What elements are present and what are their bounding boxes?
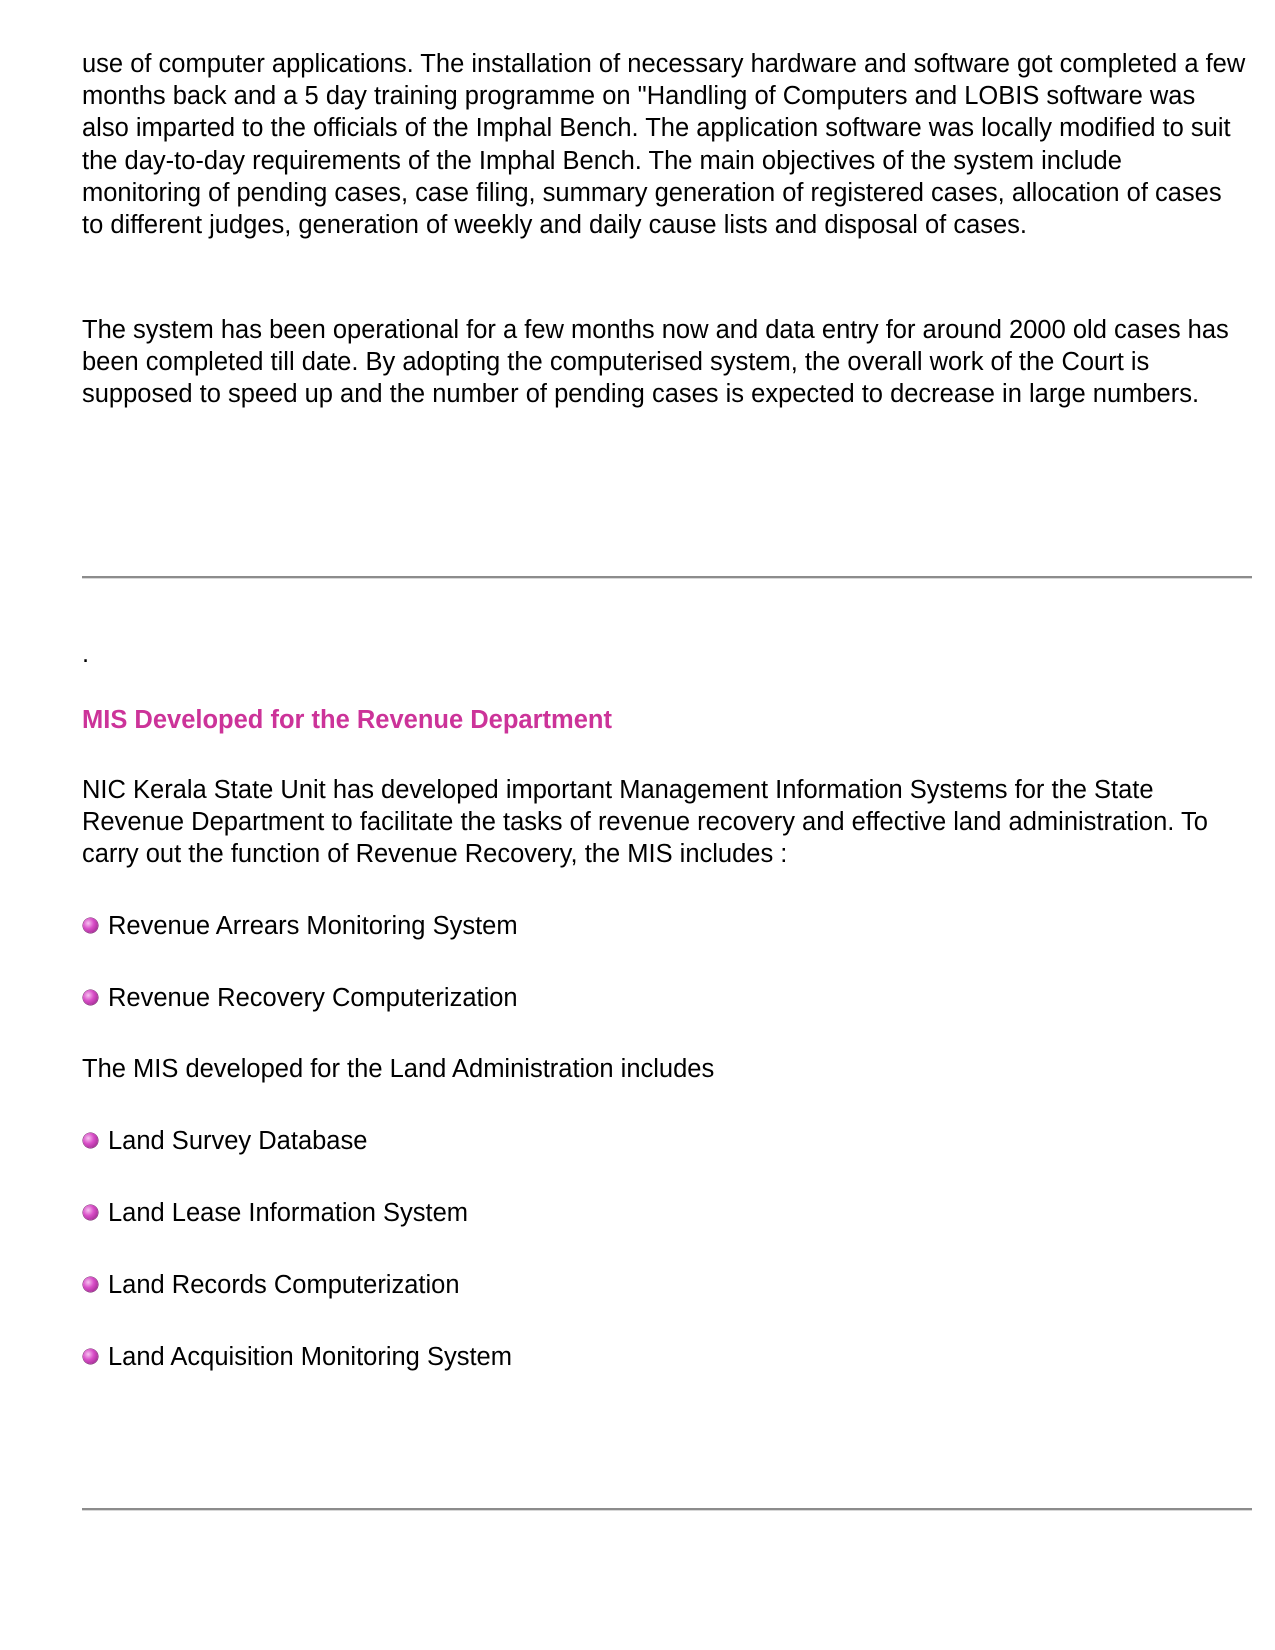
list-item-label: Land Survey Database bbox=[108, 1127, 368, 1155]
list-item-label: Revenue Arrears Monitoring System bbox=[108, 912, 518, 940]
land-admin-intro: The MIS developed for the Land Administration includes bbox=[82, 1055, 715, 1083]
bullet-icon bbox=[83, 918, 98, 933]
bullet-icon bbox=[83, 1277, 98, 1292]
list-item bbox=[82, 1197, 512, 1229]
list-item bbox=[82, 1269, 512, 1301]
bullet-icon bbox=[83, 1205, 98, 1220]
horizontal-rule bbox=[82, 576, 1252, 579]
body-paragraph-operational: The system has been operational for a few months now and data entry for around 2000 old cases has been completed till date. By adopting the computerised system, the overall work of the Court is supposed to speed up and the number of pending cases is expected to decrease in large numbers. bbox=[82, 316, 1229, 409]
bullet-icon bbox=[83, 1133, 98, 1148]
list-item bbox=[82, 1125, 512, 1157]
separator-dot: . bbox=[82, 640, 90, 668]
list-item-label: Land Acquisition Monitoring System bbox=[108, 1343, 512, 1371]
list-item-label: Land Records Computerization bbox=[108, 1271, 460, 1299]
list-item-label: Land Lease Information System bbox=[108, 1199, 469, 1227]
bullet-icon bbox=[83, 1349, 98, 1364]
list-item bbox=[82, 1341, 512, 1373]
list-item bbox=[82, 910, 518, 942]
list-item bbox=[82, 982, 518, 1014]
land-administration-list bbox=[82, 1125, 512, 1413]
list-item-label: Revenue Recovery Computerization bbox=[108, 984, 518, 1012]
body-paragraph-lobis: use of computer applications. The installation of necessary hardware and software got completed a few months back and a 5 day training programme on "Handling of Computers and LOBIS software was also imparted to the officials of the Imphal Bench. The application software was locally modified to suit the day-to-day requirements of the Imphal Bench. The main objectives of the system include monitoring of pending cases, case filing, summary generation of registered cases, allocation of cases to different judges, generation of weekly and daily cause lists and disposal of cases. bbox=[82, 50, 1246, 240]
horizontal-rule bbox=[82, 1508, 1252, 1511]
bullet-icon bbox=[83, 990, 98, 1005]
section-heading: MIS Developed for the Revenue Department bbox=[82, 706, 612, 734]
revenue-recovery-list bbox=[82, 910, 518, 1054]
section-intro-paragraph: NIC Kerala State Unit has developed important Management Information Systems for the State Revenue Department to facilitate the tasks of revenue recovery and effective land administration. To carry out the function of Revenue Recovery, the MIS includes : bbox=[82, 776, 1208, 869]
